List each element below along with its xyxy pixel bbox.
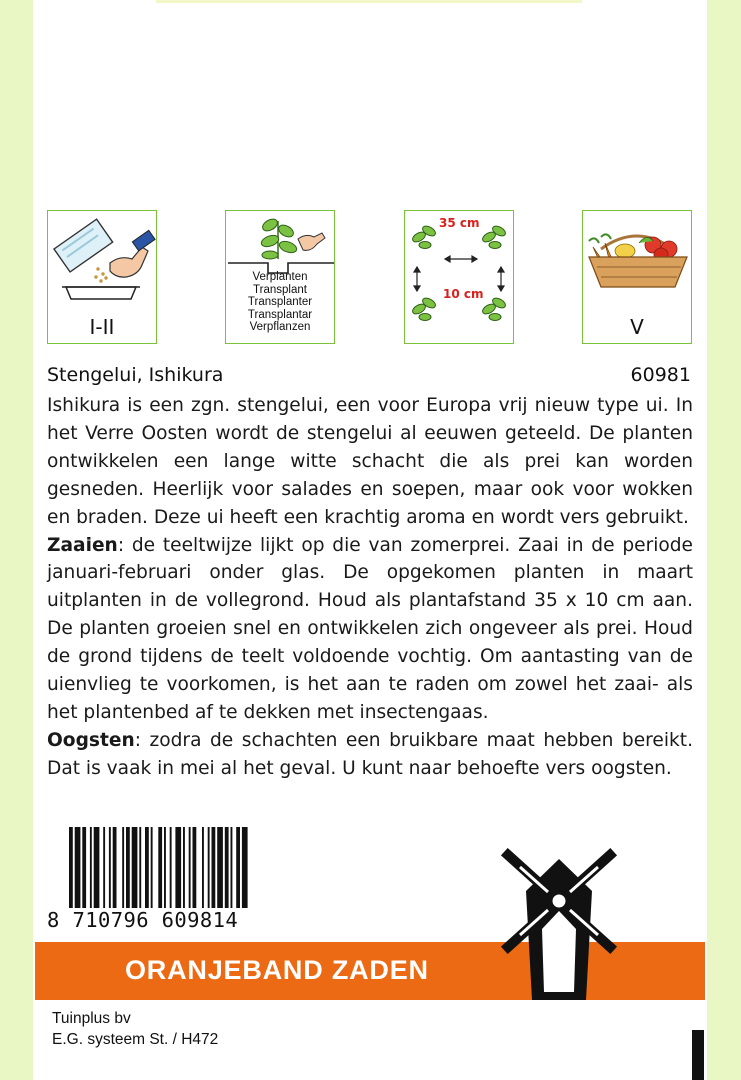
barcode-bar [139,827,141,911]
barcode-bar [175,827,181,911]
barcode-bar [158,827,162,911]
top-seal-strip [156,0,582,3]
barcode-bar [164,827,166,911]
sowing-paragraph [47,532,693,727]
row-spacing-label: 35 cm [439,216,480,230]
harvest-heading: Oogsten [47,729,135,751]
barcode-bar [151,827,153,911]
certification-text: E.G. systeem St. / H472 [52,1031,219,1048]
harvest-text: : zodra de schachten een bruikbare maat hebben bereikt. Dat is vaak in mei al het geval. U kunt naar behoefte vers oogsten. [47,729,693,779]
transplant-icon-box [225,210,335,344]
harvest-paragraph [47,727,693,783]
sowing-heading: Zaaien [47,534,118,556]
barcode-bar [236,827,240,911]
barcode-bar [145,827,149,911]
harvest-period-label: V [630,315,644,339]
barcode-bar [242,827,248,911]
description-text: Ishikura is een zgn. stengelui, een voor Europa vrij nieuw type ui. In het Verre Oosten wordt de stengelui al eeuwen geteeld. De planten ontwikkelen een lange witte schacht die als prei kan worden gesneden. Heerlijk voor salades en soepen, maar ook voor wokken en braden. Deze ui heeft een krachtig aroma en wordt vers gebruikt. [47,395,693,528]
transplant-line-de: Verpflanzen [249,321,311,334]
brand-name: ORANJEBAND ZADEN [125,955,429,985]
barcode-bar [225,827,229,911]
barcode-bar [202,827,204,911]
product-name: Stengelui, Ishikura [47,364,224,386]
barcode-bar [122,827,124,911]
transplant-line-es: Transplantar [247,308,313,321]
sowing-text: : de teeltwijze lijkt op die van zomerprei. Zaai in de periode januari-februari onder glas. De opgekomen planten in maart uitplanten in de vollegrond. Houd als plantafstand 35 x 10 cm aan. De planten groeien snel en ontwikkelen zich ongeveer als prei. Houd de grond tijdens de teelt voldoende vochtig. Om aantasting van de uienvlieg te voorkomen, is het aan te raden om zowel het zaai- als het plantenbed af te dekken met insectengaas. [47,534,693,723]
barcode-bar [103,827,105,911]
barcode-bar [170,827,172,911]
windmill-logo-icon [498,847,620,1007]
description-block [47,392,693,783]
barcode-bar [82,827,86,911]
transplant-line-en: Transplant [253,283,307,296]
sowing-period-label: I-II [89,315,115,339]
barcode-bar [183,827,185,911]
barcode-bar [69,827,73,911]
product-code: 60981 [630,364,691,386]
barcode-bar [217,827,223,911]
company-name: Tuinplus bv [52,1010,131,1027]
barcode-bar [193,827,197,911]
barcode-bar [126,827,130,911]
barcode-bar [113,827,117,911]
transplant-line-fr: Transplanter [247,296,313,309]
barcode-bar [94,827,100,911]
sowing-icon-box [47,210,157,344]
footer [52,1008,218,1050]
barcode-bar [208,827,210,911]
spacing-icon [405,211,515,345]
barcode-digits: 8 710796 609814 [47,908,297,934]
barcode-bar [132,827,138,911]
barcode-bar [109,827,111,911]
barcode-bar [231,827,233,911]
harvest-icon-box [582,210,692,344]
plant-spacing-label: 10 cm [443,287,484,301]
corner-print-mark [692,1030,704,1080]
barcode-bar [189,827,191,911]
transplant-line-nl: Verplanten [252,271,308,283]
barcode-bar [90,827,92,911]
product-title-row [47,364,691,390]
barcode-bar [212,827,216,911]
barcode-bar [75,827,81,911]
spacing-icon-box [404,210,514,344]
transplant-languages [226,271,334,334]
